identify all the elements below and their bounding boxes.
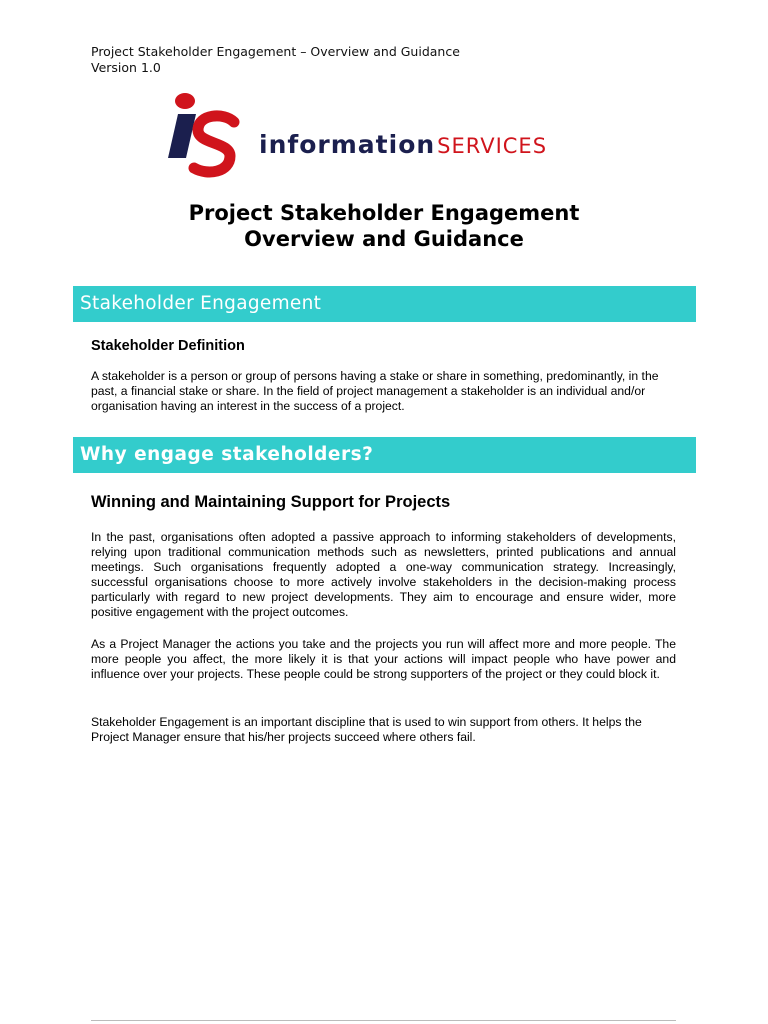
paragraph-definition: A stakeholder is a person or group of persons having a stake or share in something, predominantly, in the past, a financial stake or share. In the field of project management a stakeholder is an individual and/or organisation having an interest in the success of a project.: [91, 369, 659, 413]
section-heading-why-engage: Why engage stakeholders?: [73, 437, 696, 473]
paragraph-project-manager-actions: As a Project Manager the actions you take and the projects you run will affect more and more people. The more people you affect, the more likely it is that your actions will impact people who have power and influence over your projects. These people could be strong supporters of the project or they could block it.: [91, 637, 676, 681]
document-title-line-1: Project Stakeholder Engagement: [188, 201, 580, 225]
is-logo-mark-icon: [164, 92, 259, 187]
logo-word-services: SERVICES: [437, 134, 548, 158]
logo-wordmark: [259, 132, 547, 157]
document-header-title: Project Stakeholder Engagement – Overview and Guidance: [91, 44, 460, 59]
page-bottom-rule: [91, 1020, 676, 1021]
section-heading-stakeholder-engagement: Stakeholder Engagement: [73, 286, 696, 322]
paragraph-engagement-discipline: Stakeholder Engagement is an important discipline that is used to win support from others. It helps the Project Manager ensure that his/her projects succeed where others fail.: [91, 715, 642, 744]
logo-word-information: information: [259, 130, 436, 159]
subheading-stakeholder-definition: Stakeholder Definition: [91, 338, 245, 354]
paragraph-passive-approach: In the past, organisations often adopted a passive approach to informing stakeholders of developments, relying upon traditional communication methods such as newsletters, printed publications and annual meetings. Such organisations frequently adopted a one-way communication strategy. Increasingly, successful organisations choose to more actively involve stakeholders in the decision-making process particularly with regard to new project developments. They aim to encourage and ensure wider, more positive engagement with the project outcomes.: [91, 530, 676, 619]
information-services-logo: [164, 92, 614, 187]
document-version: Version 1.0: [91, 60, 161, 75]
document-title-line-2: Overview and Guidance: [244, 227, 524, 251]
subheading-winning-support: Winning and Maintaining Support for Projects: [91, 493, 451, 511]
